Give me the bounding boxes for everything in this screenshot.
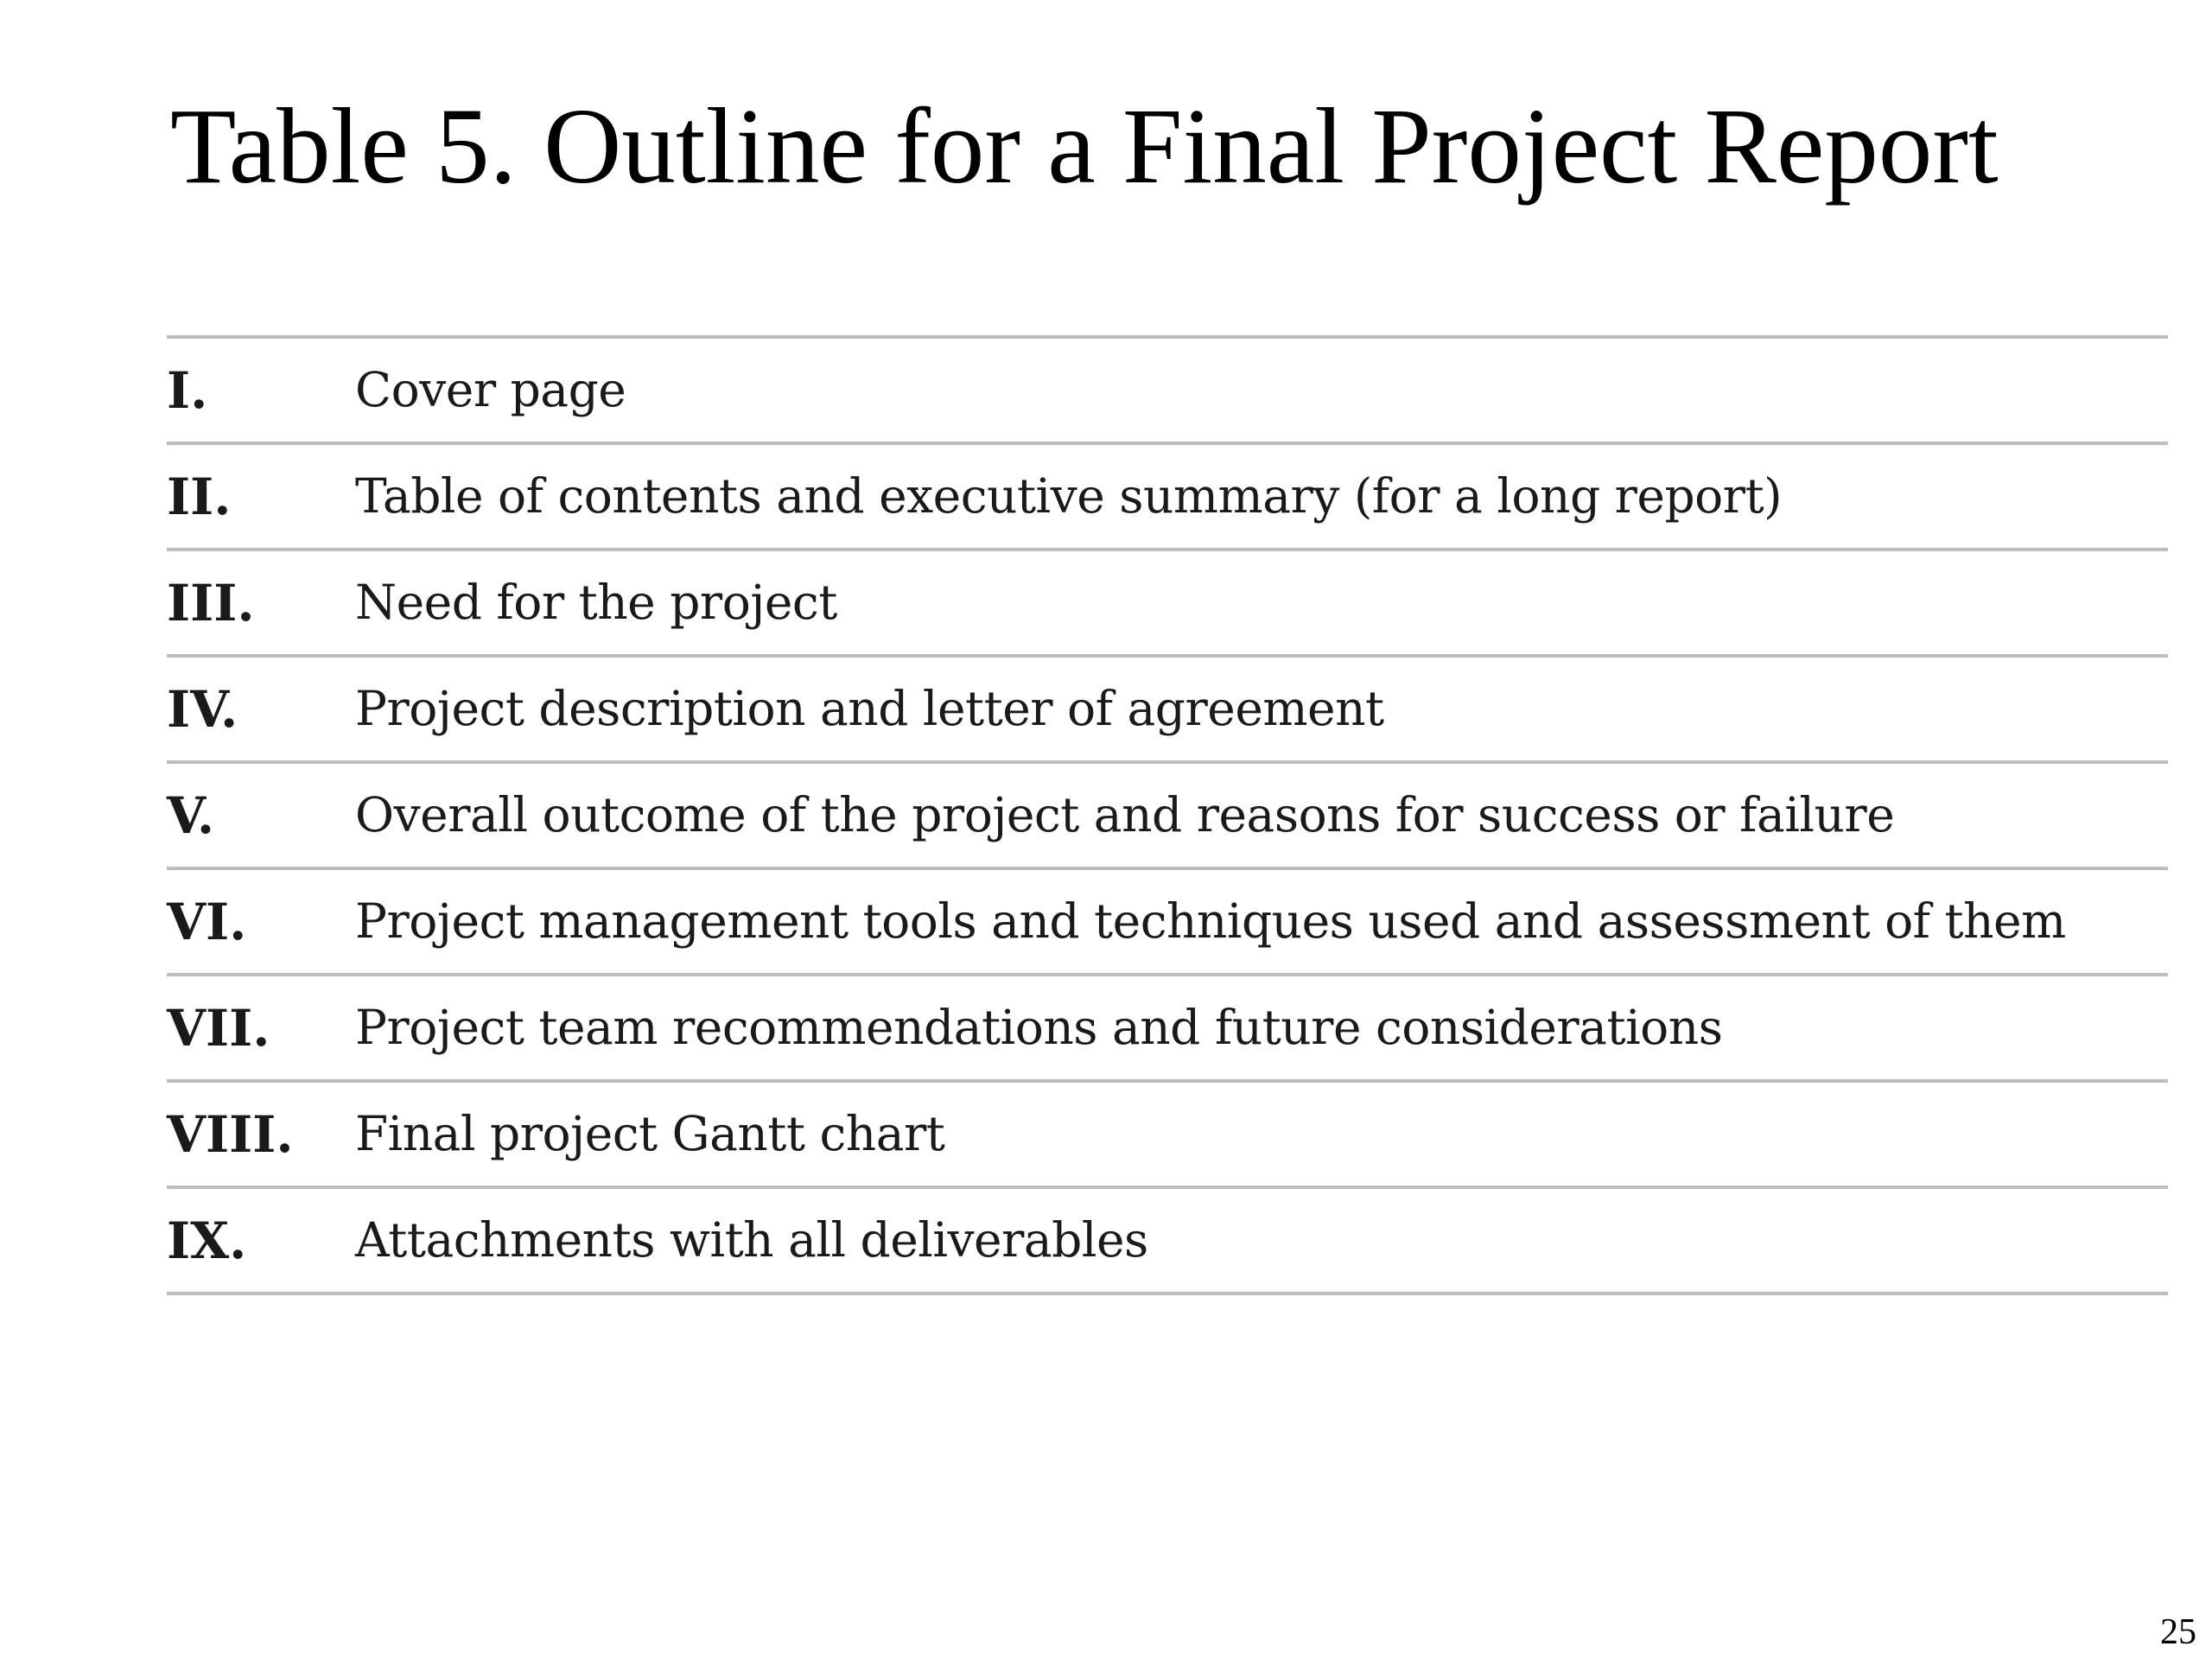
table-row [167,658,2168,764]
row-numeral: VI. [167,892,247,951]
table-row [167,445,2168,551]
row-text: Table of contents and executive summary (for a long report) [355,468,1783,524]
row-numeral: VII. [167,998,270,1058]
row-numeral: IX. [167,1211,247,1270]
row-numeral: II. [167,467,232,526]
row-text: Project management tools and techniques used and assessment of them [355,893,2066,949]
row-text: Attachments with all deliverables [355,1212,1148,1268]
row-numeral: I. [167,360,208,420]
row-text: Cover page [355,362,626,417]
table-row [167,1083,2168,1189]
table-row [167,976,2168,1083]
row-text: Project description and letter of agreement [355,681,1384,736]
row-text: Overall outcome of the project and reasons for success or failure [355,787,1895,842]
row-text: Final project Gantt chart [355,1106,945,1161]
row-numeral: III. [167,573,255,632]
row-text: Need for the project [355,575,837,630]
row-numeral: V. [167,785,215,845]
table-row [167,1189,2168,1295]
table-row [167,870,2168,976]
page-number: 25 [2160,1612,2196,1652]
row-numeral: VIII. [167,1104,294,1164]
table-row [167,339,2168,445]
slide-title: Table 5. Outline for a Final Project Report [170,87,1999,207]
table-row [167,764,2168,870]
row-text: Project team recommendations and future considerations [355,1000,1723,1055]
table-row [167,551,2168,658]
row-numeral: IV. [167,679,238,739]
outline-table [167,335,2168,1295]
